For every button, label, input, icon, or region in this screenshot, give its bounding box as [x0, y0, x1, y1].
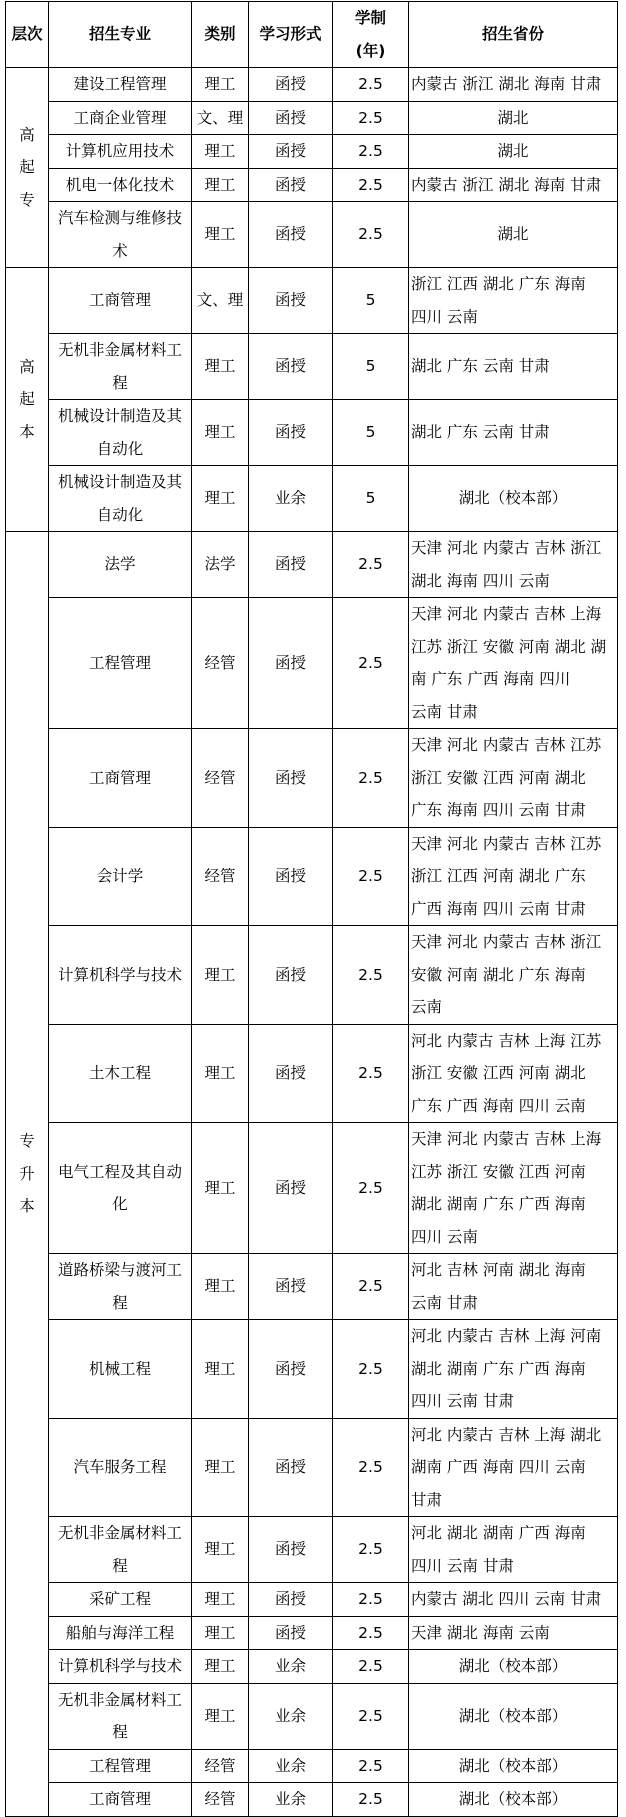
study-mode-cell: 函授: [249, 268, 333, 334]
major-cell: 工商企业管理: [49, 101, 192, 135]
table-row: [6, 1123, 618, 1254]
header-duration: 学制 (年): [333, 2, 409, 68]
header-category: 类别: [192, 2, 249, 68]
study-mode-cell: 函授: [249, 334, 333, 400]
category-cell: 理工: [192, 1517, 249, 1583]
study-mode-cell: 函授: [249, 926, 333, 1025]
duration-cell: 2.5: [333, 926, 409, 1025]
table-row: [6, 1254, 618, 1320]
provinces-cell: 湖北（校本部）: [409, 466, 618, 532]
table-row: [6, 466, 618, 532]
table-row: [6, 598, 618, 729]
study-mode-cell: 函授: [249, 202, 333, 268]
duration-cell: 2.5: [333, 729, 409, 828]
category-cell: 经管: [192, 1783, 249, 1817]
category-cell: 理工: [192, 1583, 249, 1617]
category-cell: 经管: [192, 827, 249, 926]
category-cell: 法学: [192, 532, 249, 598]
table-row: [6, 334, 618, 400]
level-label: 专升本: [19, 1132, 35, 1215]
table-row: [6, 268, 618, 334]
major-cell: 计算机科学与技术: [49, 1650, 192, 1684]
provinces-cell: 天津 湖北 海南 云南: [409, 1616, 618, 1650]
duration-cell: 2.5: [333, 532, 409, 598]
provinces-cell: 湖北（校本部）: [409, 1783, 618, 1817]
table-row: [6, 135, 618, 169]
table-row: [6, 1024, 618, 1123]
level-cell: [6, 532, 49, 1817]
category-cell: 文、理: [192, 268, 249, 334]
table-row: [6, 101, 618, 135]
duration-cell: 2.5: [333, 1650, 409, 1684]
provinces-cell: 天津 河北 内蒙古 吉林 江苏 浙江 江西 河南 湖北 广东 广西 海南 四川 云南 甘肃: [409, 827, 618, 926]
table-row: [6, 1583, 618, 1617]
duration-cell: 2.5: [333, 168, 409, 202]
major-cell: 工商管理: [49, 268, 192, 334]
table-row: [6, 1650, 618, 1684]
major-cell: 计算机科学与技术: [49, 926, 192, 1025]
provinces-cell: 河北 湖北 湖南 广西 海南 四川 云南 甘肃: [409, 1517, 618, 1583]
category-cell: 理工: [192, 1320, 249, 1419]
major-cell: 采矿工程: [49, 1583, 192, 1617]
provinces-cell: 天津 河北 内蒙古 吉林 上海 江苏 浙江 安徽 河南 湖北 湖 南 广东 广西 海南 四川 云南 甘肃: [409, 598, 618, 729]
provinces-cell: 湖北（校本部）: [409, 1683, 618, 1749]
provinces-cell: 湖北: [409, 135, 618, 169]
provinces-cell: 天津 河北 内蒙古 吉林 浙江 安徽 河南 湖北 广东 海南 云南: [409, 926, 618, 1025]
table-row: [6, 1320, 618, 1419]
provinces-cell: 湖北（校本部）: [409, 1650, 618, 1684]
header-level: 层次: [6, 2, 49, 68]
level-cell: [6, 268, 49, 532]
enrollment-table: [5, 1, 618, 1817]
study-mode-cell: 函授: [249, 827, 333, 926]
table-row: [6, 1749, 618, 1783]
table-row: [6, 1616, 618, 1650]
duration-cell: 2.5: [333, 68, 409, 102]
major-cell: 工商管理: [49, 1783, 192, 1817]
header-study-mode: 学习形式: [249, 2, 333, 68]
table-row: [6, 1783, 618, 1817]
study-mode-cell: 函授: [249, 68, 333, 102]
provinces-cell: 河北 内蒙古 吉林 上海 湖北 湖南 广西 海南 四川 云南 甘肃: [409, 1418, 618, 1517]
major-cell: 机械设计制造及其自动化: [49, 466, 192, 532]
major-cell: 机电一体化技术: [49, 168, 192, 202]
study-mode-cell: 函授: [249, 101, 333, 135]
provinces-cell: 内蒙古 湖北 四川 云南 甘肃: [409, 1583, 618, 1617]
provinces-cell: 河北 内蒙古 吉林 上海 江苏 浙江 安徽 江西 河南 湖北 广东 广西 海南 四川 云南: [409, 1024, 618, 1123]
table-row: [6, 202, 618, 268]
study-mode-cell: 函授: [249, 1123, 333, 1254]
duration-cell: 2.5: [333, 1749, 409, 1783]
study-mode-cell: 函授: [249, 598, 333, 729]
category-cell: 理工: [192, 1123, 249, 1254]
level-label: 高起专: [19, 125, 35, 209]
duration-cell: 5: [333, 400, 409, 466]
duration-cell: 2.5: [333, 827, 409, 926]
major-cell: 道路桥梁与渡河工程: [49, 1254, 192, 1320]
major-cell: 建设工程管理: [49, 68, 192, 102]
category-cell: 理工: [192, 68, 249, 102]
duration-cell: 5: [333, 268, 409, 334]
study-mode-cell: 业余: [249, 466, 333, 532]
duration-cell: 2.5: [333, 1024, 409, 1123]
category-cell: 理工: [192, 1418, 249, 1517]
major-cell: 船舶与海洋工程: [49, 1616, 192, 1650]
provinces-cell: 天津 河北 内蒙古 吉林 浙江 湖北 海南 四川 云南: [409, 532, 618, 598]
duration-cell: 2.5: [333, 1683, 409, 1749]
duration-cell: 2.5: [333, 101, 409, 135]
category-cell: 理工: [192, 1650, 249, 1684]
study-mode-cell: 函授: [249, 168, 333, 202]
provinces-cell: 湖北 广东 云南 甘肃: [409, 400, 618, 466]
major-cell: 汽车服务工程: [49, 1418, 192, 1517]
duration-cell: 2.5: [333, 202, 409, 268]
level-cell: [6, 68, 49, 268]
table-row: [6, 827, 618, 926]
header-row: [6, 2, 618, 68]
category-cell: 文、理: [192, 101, 249, 135]
table-row: [6, 1517, 618, 1583]
duration-cell: 2.5: [333, 598, 409, 729]
study-mode-cell: 函授: [249, 1517, 333, 1583]
study-mode-cell: 业余: [249, 1683, 333, 1749]
category-cell: 理工: [192, 202, 249, 268]
major-cell: 无机非金属材料工程: [49, 1517, 192, 1583]
table-row: [6, 532, 618, 598]
major-cell: 汽车检测与维修技术: [49, 202, 192, 268]
study-mode-cell: 函授: [249, 1254, 333, 1320]
study-mode-cell: 函授: [249, 532, 333, 598]
study-mode-cell: 函授: [249, 1583, 333, 1617]
major-cell: 机械设计制造及其自动化: [49, 400, 192, 466]
major-cell: 会计学: [49, 827, 192, 926]
category-cell: 经管: [192, 729, 249, 828]
study-mode-cell: 函授: [249, 729, 333, 828]
category-cell: 理工: [192, 926, 249, 1025]
study-mode-cell: 业余: [249, 1650, 333, 1684]
category-cell: 理工: [192, 135, 249, 169]
category-cell: 理工: [192, 466, 249, 532]
table-row: [6, 926, 618, 1025]
category-cell: 经管: [192, 1749, 249, 1783]
provinces-cell: 内蒙古 浙江 湖北 海南 甘肃: [409, 68, 618, 102]
duration-cell: 2.5: [333, 1783, 409, 1817]
major-cell: 法学: [49, 532, 192, 598]
provinces-cell: 河北 吉林 河南 湖北 海南 云南 甘肃: [409, 1254, 618, 1320]
header-major: 招生专业: [49, 2, 192, 68]
table-row: [6, 168, 618, 202]
provinces-cell: 内蒙古 浙江 湖北 海南 甘肃: [409, 168, 618, 202]
header-provinces: 招生省份: [409, 2, 618, 68]
duration-cell: 2.5: [333, 135, 409, 169]
major-cell: 机械工程: [49, 1320, 192, 1419]
category-cell: 理工: [192, 1683, 249, 1749]
provinces-cell: 浙江 江西 湖北 广东 海南 四川 云南: [409, 268, 618, 334]
study-mode-cell: 业余: [249, 1783, 333, 1817]
duration-cell: 2.5: [333, 1123, 409, 1254]
provinces-cell: 河北 内蒙古 吉林 上海 河南 湖北 湖南 广东 广西 海南 四川 云南 甘肃: [409, 1320, 618, 1419]
provinces-cell: 天津 河北 内蒙古 吉林 上海 江苏 浙江 安徽 江西 河南 湖北 湖南 广东 广西 海南 四川 云南: [409, 1123, 618, 1254]
duration-cell: 5: [333, 334, 409, 400]
major-cell: 工商管理: [49, 729, 192, 828]
duration-cell: 2.5: [333, 1418, 409, 1517]
study-mode-cell: 函授: [249, 1320, 333, 1419]
major-cell: 工程管理: [49, 598, 192, 729]
provinces-cell: 湖北: [409, 202, 618, 268]
category-cell: 理工: [192, 1254, 249, 1320]
major-cell: 工程管理: [49, 1749, 192, 1783]
category-cell: 经管: [192, 598, 249, 729]
major-cell: 计算机应用技术: [49, 135, 192, 169]
table-row: [6, 68, 618, 102]
table-row: [6, 1683, 618, 1749]
category-cell: 理工: [192, 334, 249, 400]
study-mode-cell: 函授: [249, 1616, 333, 1650]
duration-cell: 2.5: [333, 1320, 409, 1419]
table-row: [6, 400, 618, 466]
category-cell: 理工: [192, 168, 249, 202]
duration-cell: 2.5: [333, 1583, 409, 1617]
table-row: [6, 729, 618, 828]
major-cell: 电气工程及其自动化: [49, 1123, 192, 1254]
table-row: [6, 1418, 618, 1517]
provinces-cell: 天津 河北 内蒙古 吉林 江苏 浙江 安徽 江西 河南 湖北 广东 海南 四川 云南 甘肃: [409, 729, 618, 828]
duration-cell: 2.5: [333, 1517, 409, 1583]
level-label: 高起本: [19, 357, 35, 441]
major-cell: 无机非金属材料工程: [49, 334, 192, 400]
study-mode-cell: 业余: [249, 1749, 333, 1783]
study-mode-cell: 函授: [249, 135, 333, 169]
major-cell: 土木工程: [49, 1024, 192, 1123]
major-cell: 无机非金属材料工程: [49, 1683, 192, 1749]
provinces-cell: 湖北 广东 云南 甘肃: [409, 334, 618, 400]
duration-cell: 2.5: [333, 1254, 409, 1320]
category-cell: 理工: [192, 1024, 249, 1123]
study-mode-cell: 函授: [249, 1024, 333, 1123]
duration-cell: 2.5: [333, 1616, 409, 1650]
provinces-cell: 湖北: [409, 101, 618, 135]
table-body: [6, 68, 618, 1817]
duration-cell: 5: [333, 466, 409, 532]
category-cell: 理工: [192, 400, 249, 466]
study-mode-cell: 函授: [249, 1418, 333, 1517]
provinces-cell: 湖北（校本部）: [409, 1749, 618, 1783]
category-cell: 理工: [192, 1616, 249, 1650]
study-mode-cell: 函授: [249, 400, 333, 466]
